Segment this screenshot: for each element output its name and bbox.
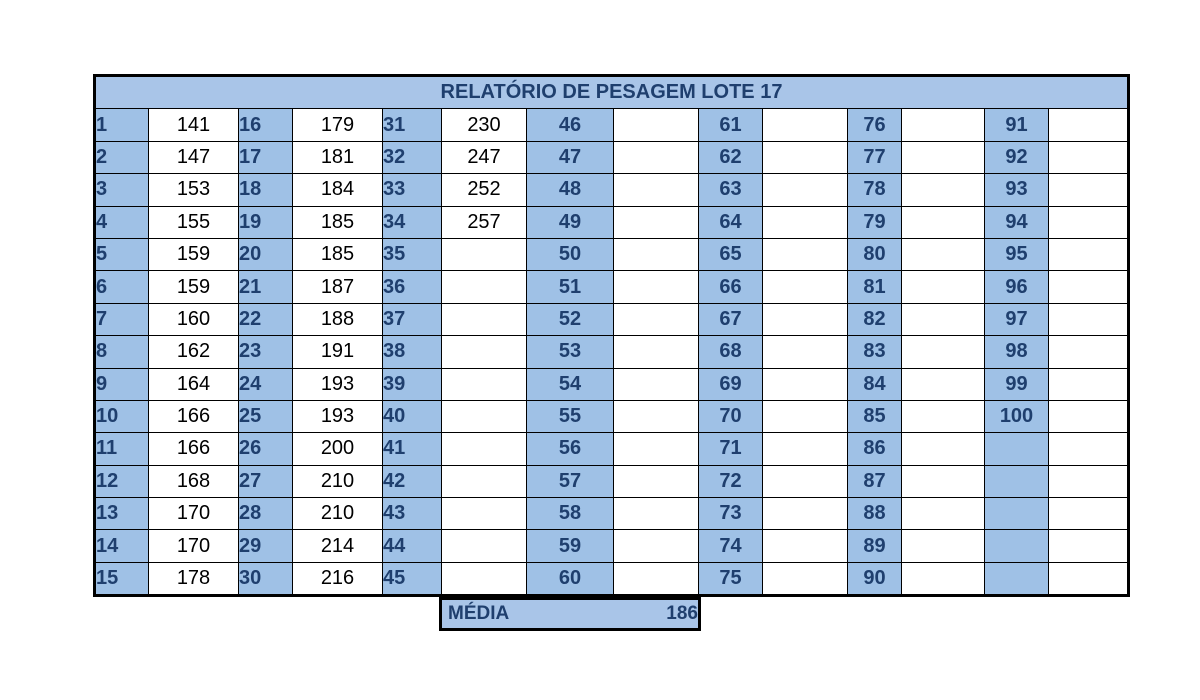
index-cell[interactable]: 44: [383, 530, 442, 562]
index-cell[interactable]: 46: [527, 109, 614, 141]
table-row: [95, 498, 1129, 530]
index-cell[interactable]: 60: [527, 562, 614, 595]
weight-cell[interactable]: [442, 336, 527, 368]
weight-cell[interactable]: [1049, 368, 1129, 400]
weight-cell[interactable]: [614, 206, 699, 238]
index-cell[interactable]: 19: [239, 206, 293, 238]
index-cell[interactable]: 62: [699, 141, 763, 173]
index-cell[interactable]: 84: [848, 368, 902, 400]
weight-cell[interactable]: 168: [149, 465, 239, 497]
index-cell[interactable]: 9: [95, 368, 149, 400]
index-cell[interactable]: 50: [527, 238, 614, 270]
table-row: [95, 465, 1129, 497]
index-cell[interactable]: 79: [848, 206, 902, 238]
index-cell[interactable]: 88: [848, 498, 902, 530]
table-row: [95, 238, 1129, 270]
weight-cell[interactable]: [902, 498, 985, 530]
weight-cell[interactable]: 178: [149, 562, 239, 595]
index-cell[interactable]: 10: [95, 400, 149, 432]
index-cell[interactable]: 97: [985, 303, 1049, 335]
index-cell[interactable]: 89: [848, 530, 902, 562]
weight-cell[interactable]: [902, 530, 985, 562]
media-label[interactable]: MÉDIA: [448, 603, 510, 624]
weight-cell[interactable]: [1049, 400, 1129, 432]
weight-cell[interactable]: [763, 465, 848, 497]
index-cell[interactable]: [985, 498, 1049, 530]
index-cell[interactable]: 26: [239, 433, 293, 465]
index-cell[interactable]: 85: [848, 400, 902, 432]
weight-cell[interactable]: [614, 141, 699, 173]
index-cell[interactable]: 76: [848, 109, 902, 141]
index-cell[interactable]: 98: [985, 336, 1049, 368]
index-cell[interactable]: 29: [239, 530, 293, 562]
weight-cell[interactable]: [442, 465, 527, 497]
weight-cell[interactable]: 162: [149, 336, 239, 368]
weight-cell[interactable]: [1049, 465, 1129, 497]
media-summary-row: [439, 597, 701, 631]
weight-cell[interactable]: [902, 271, 985, 303]
index-cell[interactable]: 57: [527, 465, 614, 497]
index-cell[interactable]: 70: [699, 400, 763, 432]
index-cell[interactable]: 13: [95, 498, 149, 530]
weight-cell[interactable]: [763, 336, 848, 368]
weight-cell[interactable]: 230: [442, 109, 527, 141]
index-cell[interactable]: 48: [527, 174, 614, 206]
weight-cell[interactable]: 170: [149, 530, 239, 562]
report-title[interactable]: RELATÓRIO DE PESAGEM LOTE 17: [95, 76, 1129, 109]
weight-cell[interactable]: [442, 400, 527, 432]
index-cell[interactable]: 43: [383, 498, 442, 530]
index-cell[interactable]: 49: [527, 206, 614, 238]
index-cell[interactable]: 56: [527, 433, 614, 465]
index-cell[interactable]: 96: [985, 271, 1049, 303]
weight-cell[interactable]: 188: [293, 303, 383, 335]
index-cell[interactable]: 12: [95, 465, 149, 497]
index-cell[interactable]: 36: [383, 271, 442, 303]
index-cell[interactable]: 8: [95, 336, 149, 368]
weight-cell[interactable]: [442, 271, 527, 303]
weight-cell[interactable]: [902, 465, 985, 497]
weight-cell[interactable]: [763, 109, 848, 141]
index-cell[interactable]: 40: [383, 400, 442, 432]
index-cell[interactable]: 71: [699, 433, 763, 465]
table-row: [95, 368, 1129, 400]
index-cell[interactable]: 17: [239, 141, 293, 173]
weight-cell[interactable]: 185: [293, 206, 383, 238]
index-cell[interactable]: 11: [95, 433, 149, 465]
table-row: [95, 336, 1129, 368]
index-cell[interactable]: 20: [239, 238, 293, 270]
weight-cell[interactable]: 257: [442, 206, 527, 238]
weight-cell[interactable]: [1049, 271, 1129, 303]
weight-cell[interactable]: [614, 465, 699, 497]
weight-cell[interactable]: [1049, 562, 1129, 595]
weight-cell[interactable]: [614, 238, 699, 270]
index-cell[interactable]: 69: [699, 368, 763, 400]
index-cell[interactable]: 14: [95, 530, 149, 562]
index-cell[interactable]: 2: [95, 141, 149, 173]
index-cell[interactable]: 83: [848, 336, 902, 368]
weight-cell[interactable]: [614, 400, 699, 432]
weight-cell[interactable]: 187: [293, 271, 383, 303]
weight-cell[interactable]: [902, 206, 985, 238]
weight-cell[interactable]: [763, 368, 848, 400]
weight-cell[interactable]: 193: [293, 400, 383, 432]
weighing-report-table: [93, 74, 1130, 597]
table-row: [95, 141, 1129, 173]
weight-cell[interactable]: 179: [293, 109, 383, 141]
index-cell[interactable]: 38: [383, 336, 442, 368]
index-cell[interactable]: 7: [95, 303, 149, 335]
weight-cell[interactable]: [902, 433, 985, 465]
index-cell[interactable]: 91: [985, 109, 1049, 141]
index-cell[interactable]: 99: [985, 368, 1049, 400]
index-cell[interactable]: 82: [848, 303, 902, 335]
weight-cell[interactable]: 191: [293, 336, 383, 368]
index-cell[interactable]: 1: [95, 109, 149, 141]
index-cell[interactable]: 52: [527, 303, 614, 335]
table-row: [95, 303, 1129, 335]
index-cell[interactable]: 45: [383, 562, 442, 595]
index-cell[interactable]: 93: [985, 174, 1049, 206]
weight-cell[interactable]: [442, 368, 527, 400]
table-row: [95, 271, 1129, 303]
table-row: [95, 206, 1129, 238]
index-cell[interactable]: [985, 465, 1049, 497]
index-cell[interactable]: 55: [527, 400, 614, 432]
index-cell[interactable]: 15: [95, 562, 149, 595]
weight-cell[interactable]: [902, 174, 985, 206]
table-row: [95, 530, 1129, 562]
index-cell[interactable]: 5: [95, 238, 149, 270]
index-cell[interactable]: 31: [383, 109, 442, 141]
weight-cell[interactable]: [614, 303, 699, 335]
weight-cell[interactable]: [763, 271, 848, 303]
weight-cell[interactable]: [902, 400, 985, 432]
index-cell[interactable]: 6: [95, 271, 149, 303]
index-cell[interactable]: 78: [848, 174, 902, 206]
index-cell[interactable]: 42: [383, 465, 442, 497]
index-cell[interactable]: 21: [239, 271, 293, 303]
weight-cell[interactable]: [614, 433, 699, 465]
index-cell[interactable]: 77: [848, 141, 902, 173]
index-cell[interactable]: 59: [527, 530, 614, 562]
weight-cell[interactable]: 147: [149, 141, 239, 173]
index-cell[interactable]: 87: [848, 465, 902, 497]
weight-cell[interactable]: 252: [442, 174, 527, 206]
index-cell[interactable]: 61: [699, 109, 763, 141]
index-cell[interactable]: 94: [985, 206, 1049, 238]
weight-cell[interactable]: [763, 174, 848, 206]
weight-cell[interactable]: [442, 498, 527, 530]
table-row: [95, 433, 1129, 465]
index-cell[interactable]: 39: [383, 368, 442, 400]
weight-cell[interactable]: [763, 141, 848, 173]
index-cell[interactable]: 23: [239, 336, 293, 368]
index-cell[interactable]: 25: [239, 400, 293, 432]
weight-cell[interactable]: [1049, 530, 1129, 562]
index-cell[interactable]: [985, 530, 1049, 562]
weight-cell[interactable]: 164: [149, 368, 239, 400]
weight-cell[interactable]: [442, 530, 527, 562]
weight-cell[interactable]: [763, 498, 848, 530]
weight-cell[interactable]: 184: [293, 174, 383, 206]
index-cell[interactable]: 90: [848, 562, 902, 595]
index-cell[interactable]: 28: [239, 498, 293, 530]
weight-cell[interactable]: 210: [293, 498, 383, 530]
weight-cell[interactable]: 141: [149, 109, 239, 141]
weight-cell[interactable]: 247: [442, 141, 527, 173]
index-cell[interactable]: 41: [383, 433, 442, 465]
index-cell[interactable]: 37: [383, 303, 442, 335]
weight-cell[interactable]: [1049, 498, 1129, 530]
index-cell[interactable]: [985, 433, 1049, 465]
index-cell[interactable]: 58: [527, 498, 614, 530]
weight-cell[interactable]: 170: [149, 498, 239, 530]
weight-cell[interactable]: 214: [293, 530, 383, 562]
weight-cell[interactable]: [763, 562, 848, 595]
index-cell[interactable]: [985, 562, 1049, 595]
index-cell[interactable]: 65: [699, 238, 763, 270]
weight-cell[interactable]: [902, 562, 985, 595]
weight-cell[interactable]: [614, 498, 699, 530]
weight-cell[interactable]: 160: [149, 303, 239, 335]
weight-cell[interactable]: 166: [149, 433, 239, 465]
weight-cell[interactable]: [902, 336, 985, 368]
weight-cell[interactable]: 181: [293, 141, 383, 173]
index-cell[interactable]: 34: [383, 206, 442, 238]
index-cell[interactable]: 95: [985, 238, 1049, 270]
weight-cell[interactable]: [442, 433, 527, 465]
weight-cell[interactable]: [614, 109, 699, 141]
weight-cell[interactable]: [1049, 238, 1129, 270]
index-cell[interactable]: 75: [699, 562, 763, 595]
index-cell[interactable]: 22: [239, 303, 293, 335]
weight-cell[interactable]: [614, 368, 699, 400]
weight-cell[interactable]: [614, 530, 699, 562]
index-cell[interactable]: 24: [239, 368, 293, 400]
weight-cell[interactable]: [1049, 206, 1129, 238]
index-cell[interactable]: 47: [527, 141, 614, 173]
index-cell[interactable]: 68: [699, 336, 763, 368]
index-cell[interactable]: 53: [527, 336, 614, 368]
table-row: [95, 400, 1129, 432]
index-cell[interactable]: 3: [95, 174, 149, 206]
weight-cell[interactable]: [1049, 141, 1129, 173]
index-cell[interactable]: 51: [527, 271, 614, 303]
index-cell[interactable]: 30: [239, 562, 293, 595]
weight-cell[interactable]: 153: [149, 174, 239, 206]
weight-cell[interactable]: [1049, 174, 1129, 206]
index-cell[interactable]: 64: [699, 206, 763, 238]
index-cell[interactable]: 27: [239, 465, 293, 497]
index-cell[interactable]: 63: [699, 174, 763, 206]
weight-cell[interactable]: 210: [293, 465, 383, 497]
weight-cell[interactable]: [902, 109, 985, 141]
index-cell[interactable]: 67: [699, 303, 763, 335]
weight-cell[interactable]: 216: [293, 562, 383, 595]
index-cell[interactable]: 80: [848, 238, 902, 270]
weight-cell[interactable]: [902, 368, 985, 400]
weight-cell[interactable]: [442, 238, 527, 270]
index-cell[interactable]: 66: [699, 271, 763, 303]
weight-cell[interactable]: [442, 562, 527, 595]
weight-cell[interactable]: [763, 530, 848, 562]
weight-cell[interactable]: [763, 238, 848, 270]
index-cell[interactable]: 33: [383, 174, 442, 206]
index-cell[interactable]: 74: [699, 530, 763, 562]
weight-cell[interactable]: [1049, 109, 1129, 141]
index-cell[interactable]: 86: [848, 433, 902, 465]
weight-cell[interactable]: 185: [293, 238, 383, 270]
table-row: [95, 109, 1129, 141]
weight-cell[interactable]: 200: [293, 433, 383, 465]
index-cell[interactable]: 73: [699, 498, 763, 530]
index-cell[interactable]: 54: [527, 368, 614, 400]
weight-cell[interactable]: [902, 238, 985, 270]
weight-cell[interactable]: [1049, 303, 1129, 335]
weight-cell[interactable]: 159: [149, 271, 239, 303]
weight-cell[interactable]: [763, 206, 848, 238]
index-cell[interactable]: 4: [95, 206, 149, 238]
table-row: [95, 174, 1129, 206]
weight-cell[interactable]: [614, 336, 699, 368]
weight-cell[interactable]: [1049, 433, 1129, 465]
table-row: [95, 562, 1129, 595]
weight-cell[interactable]: [763, 303, 848, 335]
weight-cell[interactable]: [902, 141, 985, 173]
weight-cell[interactable]: [614, 562, 699, 595]
index-cell[interactable]: 18: [239, 174, 293, 206]
media-value[interactable]: 186: [666, 603, 698, 624]
weight-cell[interactable]: [614, 271, 699, 303]
index-cell[interactable]: 81: [848, 271, 902, 303]
index-cell[interactable]: 72: [699, 465, 763, 497]
weight-cell[interactable]: [614, 174, 699, 206]
weight-cell[interactable]: [902, 303, 985, 335]
weight-cell[interactable]: 159: [149, 238, 239, 270]
index-cell[interactable]: 100: [985, 400, 1049, 432]
weight-cell[interactable]: [763, 400, 848, 432]
weight-cell[interactable]: [442, 303, 527, 335]
weight-cell[interactable]: [1049, 336, 1129, 368]
weight-cell[interactable]: 155: [149, 206, 239, 238]
index-cell[interactable]: 32: [383, 141, 442, 173]
weight-cell[interactable]: 166: [149, 400, 239, 432]
weight-cell[interactable]: 193: [293, 368, 383, 400]
weight-cell[interactable]: [763, 433, 848, 465]
index-cell[interactable]: 35: [383, 238, 442, 270]
index-cell[interactable]: 16: [239, 109, 293, 141]
index-cell[interactable]: 92: [985, 141, 1049, 173]
